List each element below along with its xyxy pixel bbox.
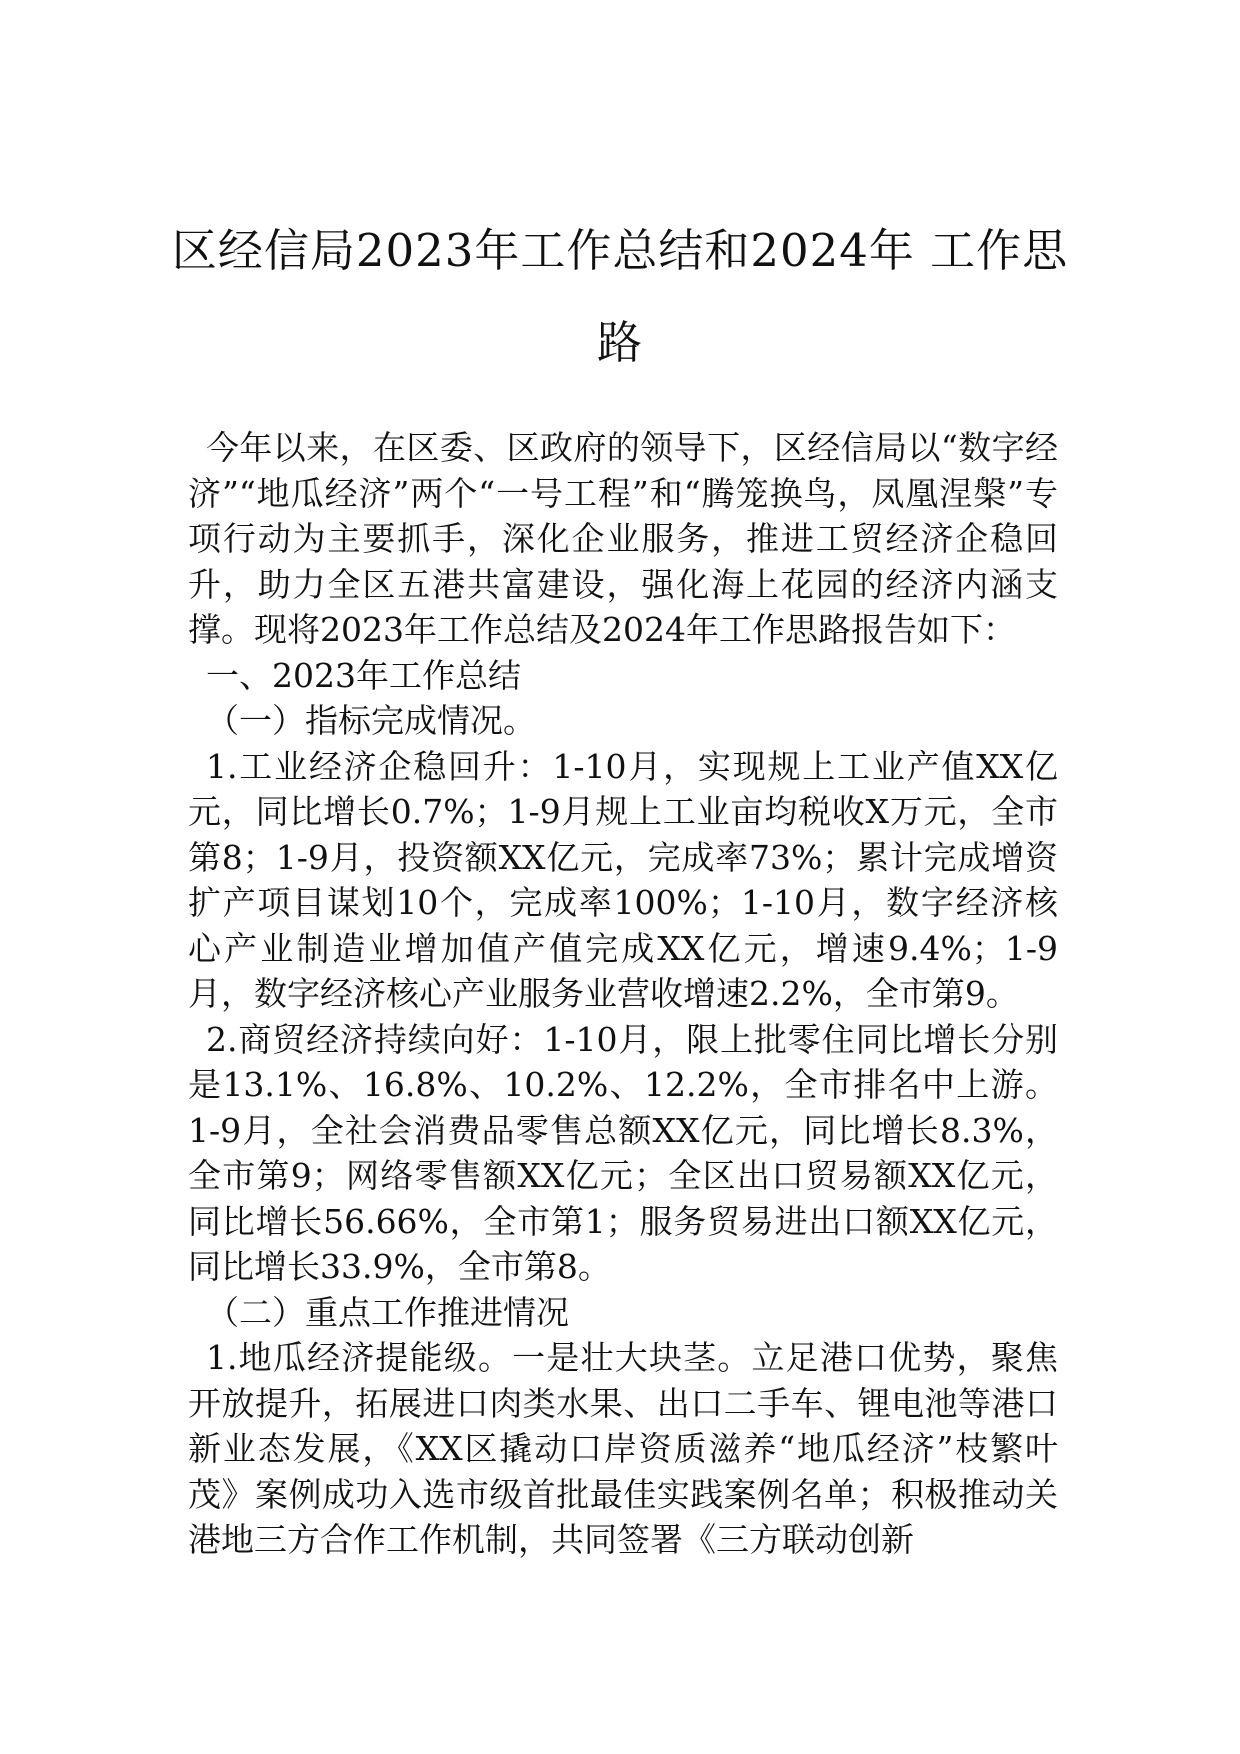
intro-paragraph: 今年以来，在区委、区政府的领导下，区经信局以“数字经济”“地瓜经济”两个“一号工程”和“腾笼换鸟，凤凰涅槃”专项行动为主要抓手，深化企业服务，推进工贸经济企稳回升，助力全区五港共富建设，强化海上花园的经济内涵支撑。现将2023年工作总结及2024年工作思路报告如下： [188,428,1058,649]
document-title: 区经信局2023年工作总结和2024年 工作思路 [171,224,1069,369]
subsection-heading-1: （一）指标完成情况。 [206,701,536,740]
paragraph-digua-economy: 1.地瓜经济提能级。一是壮大块茎。立足港口优势，聚焦开放提升，拓展进口肉类水果、出口二手车、锂电池等港口新业态发展，《XX区撬动口岸资质滋养“地瓜经济”枝繁叶茂》案例成功入选市级首批最佳实践案例名单；积极推动关港地三方合作工作机制，共同签署《三方联动创新 [188,1338,1058,1559]
paragraph-trade-economy: 2.商贸经济持续向好：1-10月，限上批零住同比增长分别是13.1%、16.8%、10.2%、12.2%，全市排名中上游。1-9月，全社会消费品零售总额XX亿元，同比增长8.3%，全市第9；网络零售额XX亿元；全区出口贸易额XX亿元，同比增长56.66%，全市第1；服务贸易进出口额XX亿元，同比增长33.9%，全市第8。 [188,1019,1058,1286]
paragraph-industrial-economy: 1.工业经济企稳回升：1-10月，实现规上工业产值XX亿元，同比增长0.7%；1-9月规上工业亩均税收X万元，全市第8；1-9月，投资额XX亿元，完成率73%；累计完成增资扩产项目谋划10个，完成率100%；1-10月，数字经济核心产业制造业增加值产值完成XX亿元，增速9.4%；1-9月，数字经济核心产业服务业营收增速2.2%，全市第9。 [188,746,1058,1013]
section-heading-1: 一、2023年工作总结 [206,655,521,695]
subsection-heading-2: （二）重点工作推进情况 [206,1292,569,1332]
document-body [188,425,1058,1563]
